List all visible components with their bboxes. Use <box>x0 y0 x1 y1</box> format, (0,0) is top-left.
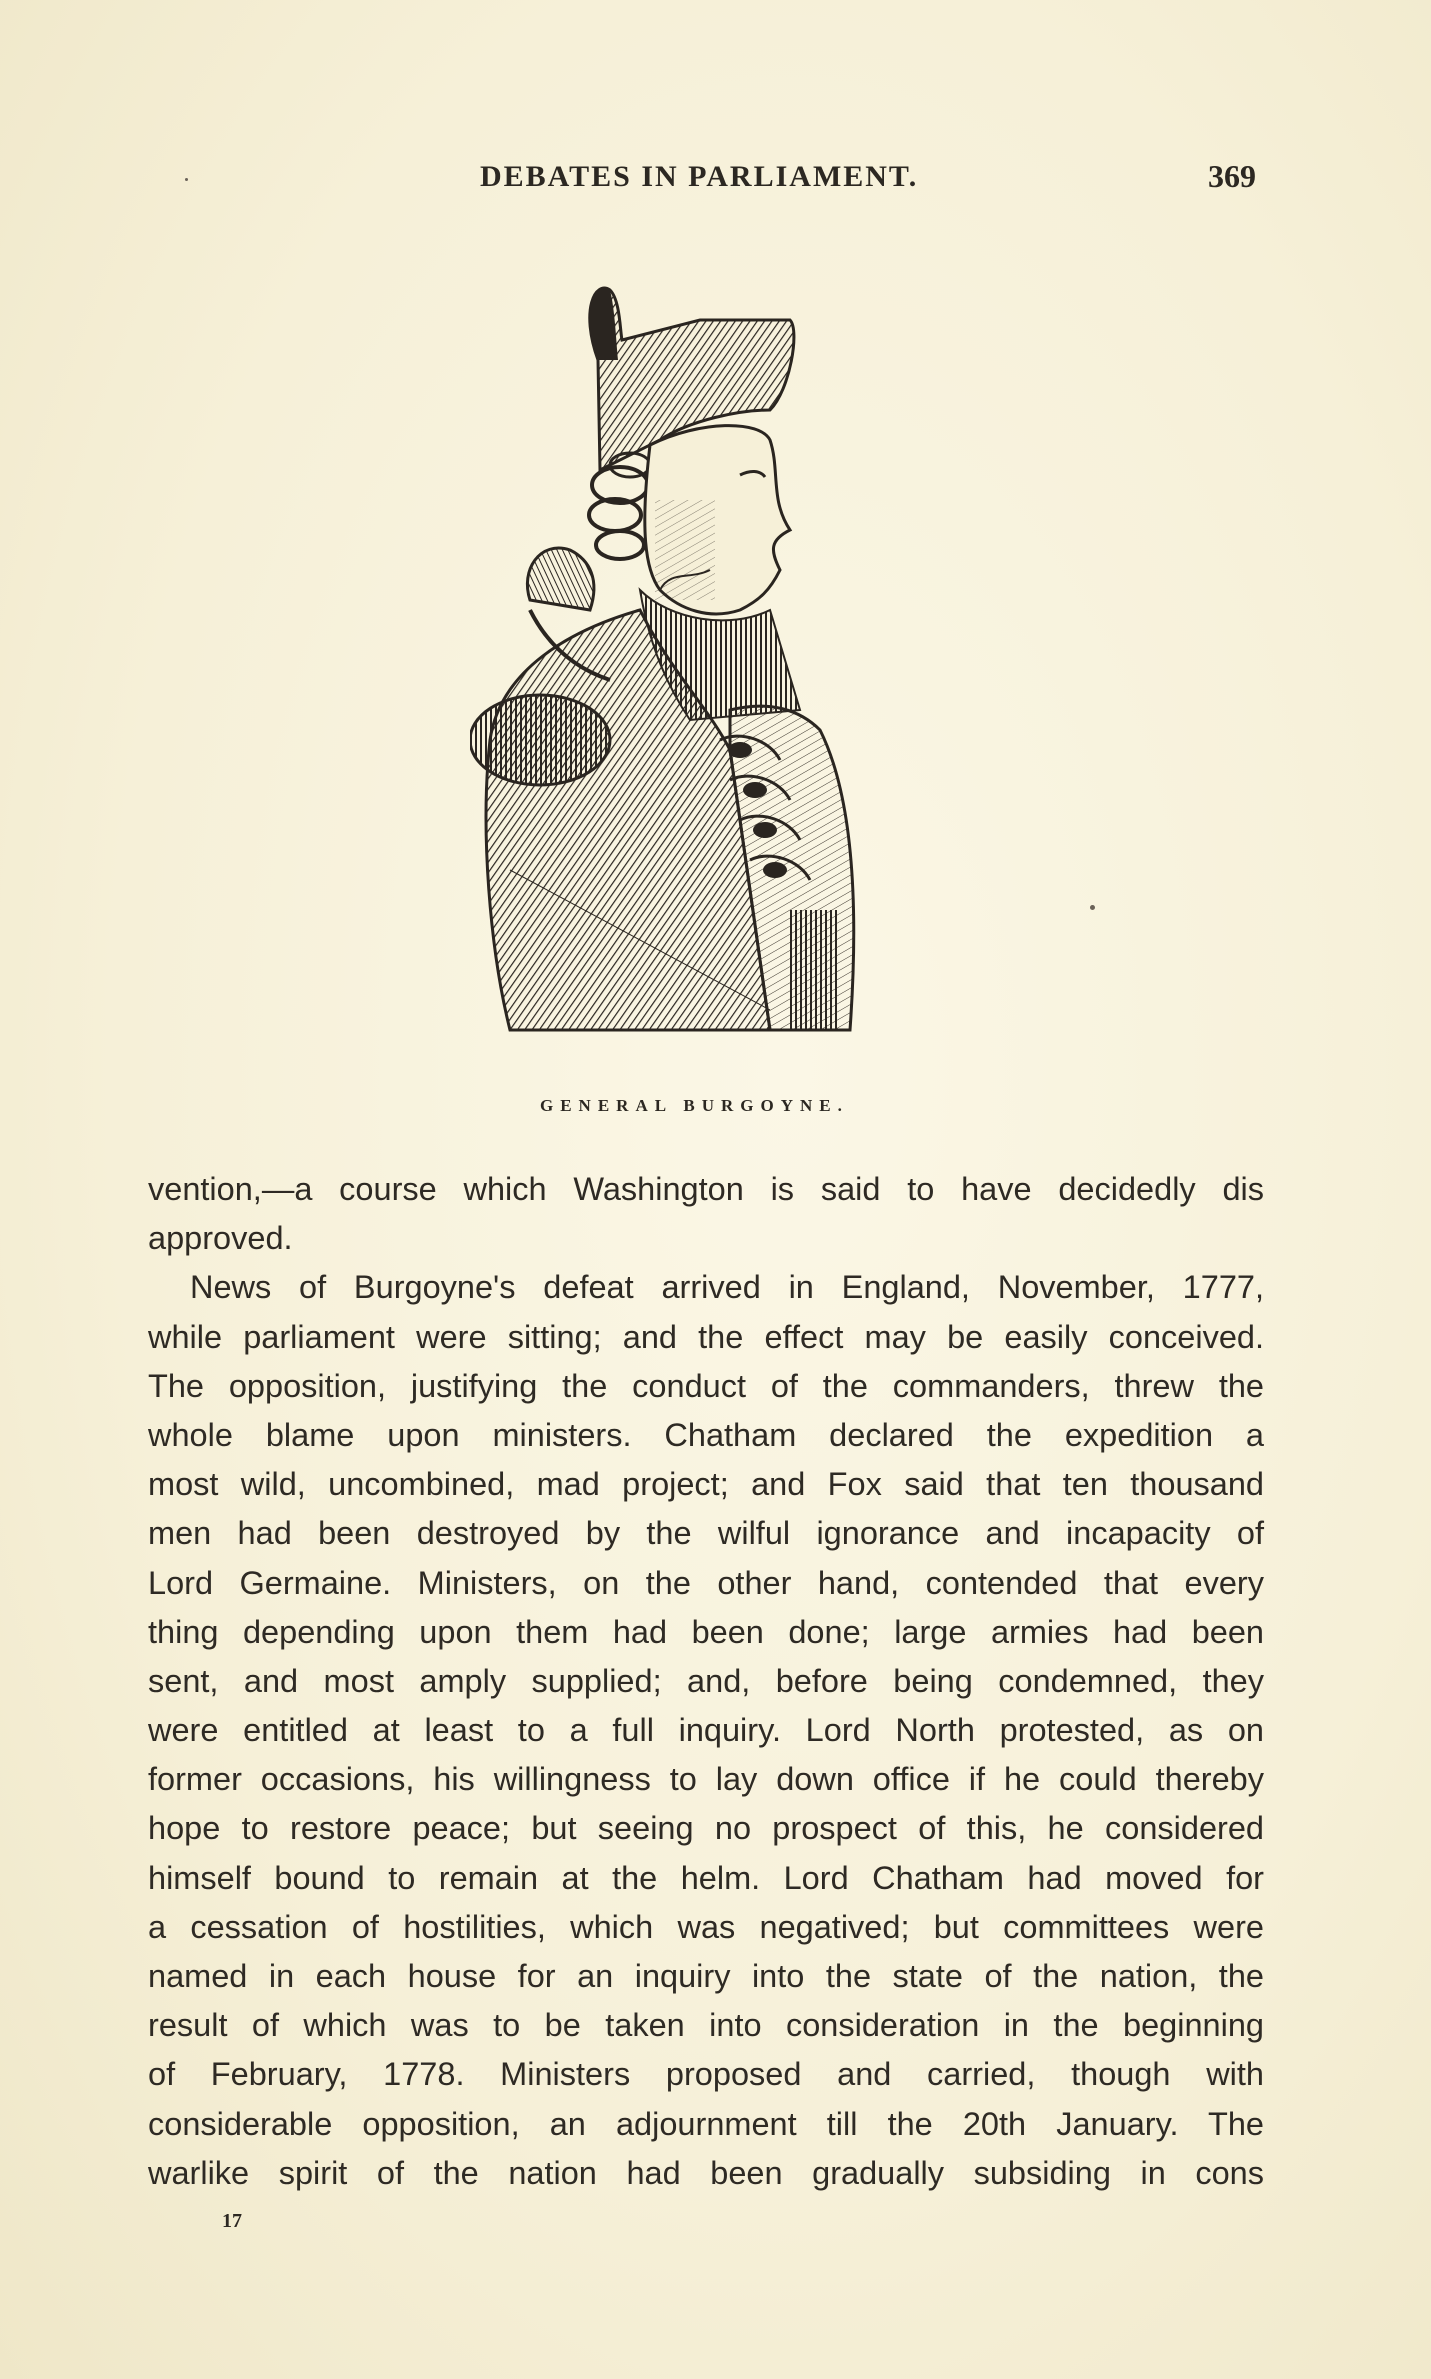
text-line: himself bound to remain at the helm. Lord Chatham had moved for <box>148 1859 1264 1896</box>
text-line: approved. <box>148 1220 293 1257</box>
text-line: while parliament were sitting; and the effect may be easily conceived. <box>148 1318 1264 1355</box>
running-head: DEBATES IN PARLIAMENT. <box>480 160 919 193</box>
text-line: whole blame upon ministers. Chatham declared the expedition a <box>148 1416 1264 1453</box>
text-line: thing depending upon them had been done; large armies had been <box>148 1613 1264 1650</box>
text-line: named in each house for an inquiry into the state of the nation, the <box>148 1958 1264 1994</box>
paper-speck <box>185 178 188 181</box>
text-line: men had been destroyed by the wilful ignorance and incapacity of <box>148 1515 1264 1552</box>
text-line: most wild, uncombined, mad project; and Fox said that ten thousand <box>148 1466 1264 1503</box>
portrait-caption: GENERAL BURGOYNE. <box>540 1096 849 1115</box>
coat <box>486 610 854 1030</box>
text-line: warlike spirit of the nation had been gradually subsiding in cons <box>148 2154 1264 2191</box>
text-line: News of Burgoyne's defeat arrived in England, November, 1777, <box>190 1269 1264 1306</box>
text-line: vention,—a course which Washington is said to have decidedly dis <box>148 1171 1264 1207</box>
text-line: The opposition, justifying the conduct of the commanders, threw the <box>148 1367 1264 1404</box>
text-line: Lord Germaine. Ministers, on the other hand, contended that every <box>148 1564 1264 1601</box>
face <box>645 426 790 614</box>
text-line: were entitled at least to a full inquiry. Lord North protested, as on <box>148 1712 1264 1749</box>
signature-mark: 17 <box>222 2210 242 2232</box>
text-line: former occasions, his willingness to lay down office if he could thereby <box>148 1761 1264 1798</box>
wig <box>589 453 650 559</box>
text-line: result of which was to be taken into consideration in the beginning <box>148 2007 1264 2044</box>
text-line: hope to restore peace; but seeing no prospect of this, he considered <box>148 1810 1264 1847</box>
text-line: of February, 1778. Ministers proposed and carried, though with <box>148 2056 1264 2093</box>
page-number: 369 <box>1208 158 1256 194</box>
text-line: considerable opposition, an adjournment till the 20th January. The <box>148 2105 1264 2142</box>
text-line: sent, and most amply supplied; and, before being condemned, they <box>148 1662 1264 1699</box>
portrait-engraving <box>470 270 940 1080</box>
paper-speck <box>1090 905 1095 910</box>
body-text <box>148 1165 1264 2198</box>
text-line: a cessation of hostilities, which was negatived; but committees were <box>148 1908 1264 1945</box>
